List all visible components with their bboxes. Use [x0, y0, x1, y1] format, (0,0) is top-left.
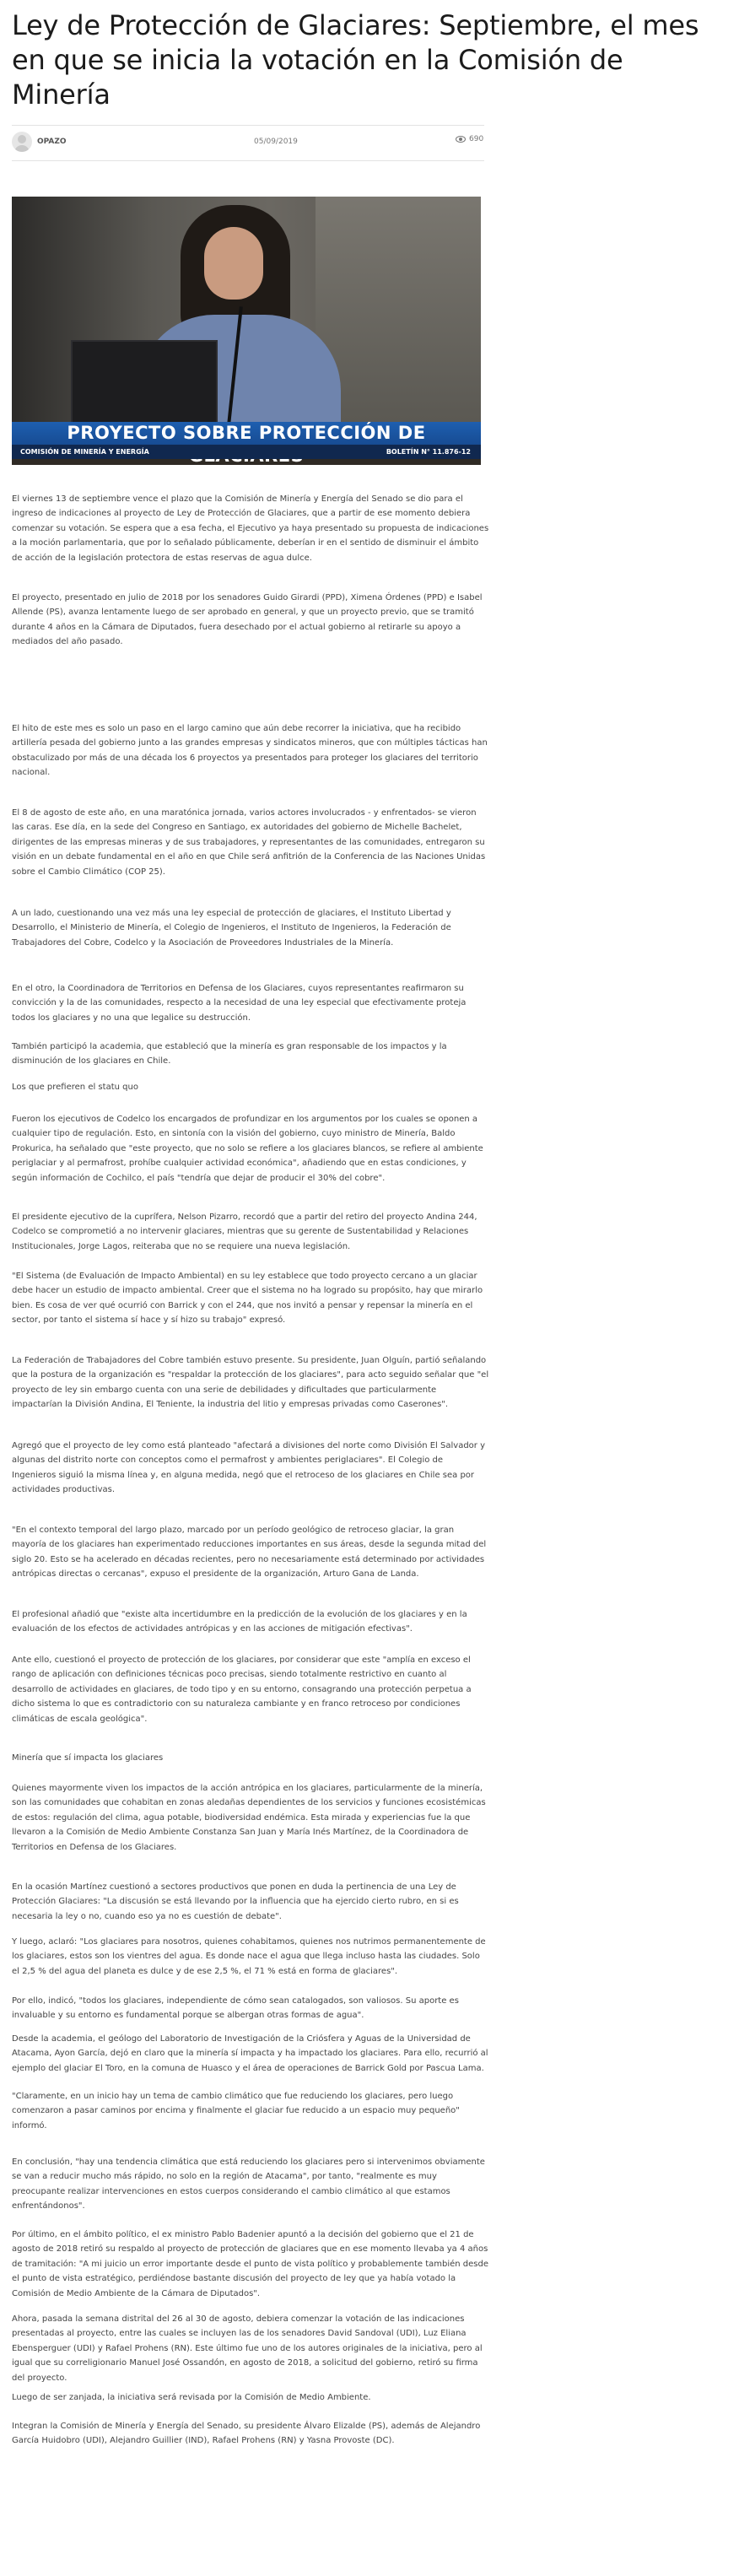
paragraph: Quienes mayormente viven los impactos de la acción antrópica en los glaciares, particularmente de la minería, son las comunidades que cohabitan en zonas aledañas dependientes de los servicios y funciones ecosistémicas de estos: regulación del clima, agua potable, biodiversidad endémica. Esta mirada y experiencias fue la que llevaron a la Comisión de Medio Ambiente Constanza San Juan y María Inés Martínez, de la Coordinadora de Territorios en Defensa de los Glaciares. [12, 1784, 486, 1852]
laptop-graphic [71, 340, 218, 435]
paragraph: "El Sistema (de Evaluación de Impacto Ambiental) en su ley establece que todo proyecto cercano a un glaciar debe hacer un estudio de impacto ambiental. Creer que el sistema no ha logrado su propósito, hay que mirarlo bien. Es cosa de ver qué ocurrió con Barrick y con el 244, que nos invitó a pensar y repensar la minería en el sector, por tanto el sistema sí hace y sí hizo su trabajo" expresó. [12, 1272, 483, 1326]
photo-banner-subtitle [12, 445, 481, 459]
paragraph: El presidente ejecutivo de la cuprífera, Nelson Pizarro, recordó que a partir del retiro del proyecto Andina 244, Codelco se comprometió a no intervenir glaciares, mientras que su gerente de Sustentabilidad y Relaciones Institucionales, Jorge Lagos, reiteraba que no se requiere una nueva legislación. [12, 1212, 477, 1251]
publish-date: 05/09/2019 [254, 138, 298, 146]
avatar[interactable] [12, 132, 32, 152]
paragraph: También participó la academia, que estableció que la minería es gran responsable de los impactos y la disminución de los glaciares en Chile. [12, 1042, 447, 1067]
photo-banner-title: PROYECTO SOBRE PROTECCIÓN DE [12, 422, 481, 445]
paragraph: Agregó que el proyecto de ley como está planteado "afectará a divisiones del norte como División El Salvador y algunas del distrito norte con conceptos como el permafrost y ambientes periglaciares". El Colegio de Ingenieros siguió la misma línea y, en alguna medida, negó que el retroceso de los glaciares en Chile sea por actividades productivas. [12, 1441, 485, 1495]
banner-left-text: COMISIÓN DE MINERÍA Y ENERGÍA [20, 448, 149, 456]
author-name[interactable]: OPAZO [37, 138, 67, 146]
paragraph: "En el contexto temporal del largo plazo, marcado por un período geológico de retroceso glaciar, la gran mayoría de los glaciares han experimentado reducciones importantes en sus áreas, desde la segunda mitad del siglo 20. Esto se ha acelerado en décadas recientes, pero no necesariamente está determinado por actividades antrópicas directas o cercanas", expuso el presidente de la organización, Arturo Gana de Landa. [12, 1526, 487, 1580]
paragraph: La Federación de Trabajadores del Cobre también estuvo presente. Su presidente, Juan Olguín, partió señalando que la postura de la organización es "respaldar la protección de los glaciares", para acto seguido señalar que "el proyecto de ley sin embargo cuenta con una serie de debilidades y dificultades que particularmente impactarían la División Andina, El Teniente, la industria del litio y empresas privadas como Caserones". [12, 1356, 489, 1410]
view-count [456, 135, 486, 152]
paragraph: "Claramente, en un inicio hay un tema de cambio climático que fue reduciendo los glaciares, pero luego comenzaron a pasar caminos por encima y finalmente el glaciar fue reducido a un espacio muy pequeño" informó. [12, 2092, 460, 2130]
paragraph: Y luego, aclaró: "Los glaciares para nosotros, quienes cohabitamos, quienes nos nutrimos permanentemente de los glaciares, estos son los vientres del agua. Es donde nace el agua que llega incluso hasta las ciudades. Solo el 2,5 % del agua del planeta es dulce y de ese 2,5 %, el 71 % está en forma de glaciares". [12, 1937, 486, 1976]
paragraph: Ante ello, cuestionó el proyecto de protección de los glaciares, por considerar que este "amplía en exceso el rango de aplicación con definiciones técnicas poco precisas, siendo totalmente restrictivo en cuanto al desarrollo de actividades en glaciares, de todo tipo y en su entorno, consagrando una protección perpetua a dicho sistema lo que es contradictorio con su naturaleza cambiante y en franco retroceso por condiciones climáticas de escala geológica". [12, 1655, 472, 1724]
paragraph: El viernes 13 de septiembre vence el plazo que la Comisión de Minería y Energía del Senado se dio para el ingreso de indicaciones al proyecto de Ley de Protección de Glaciares, que a partir de ese momento debiera comenzar su votación. Se espera que a esa fecha, el Ejecutivo ya haya presentado su propuesta de indicaciones a la moción parlamentaria, que por lo señalado públicamente, deberían ir en el sentido de disminuir el ámbito de acción de la legislación protectora de estas reservas de agua dulce. [12, 494, 489, 563]
paragraph: En la ocasión Martínez cuestionó a sectores productivos que ponen en duda la pertinencia de una Ley de Protección Glaciares: "La discusión se está llevando por la influencia que ha ejercido cierto rubro, en si es necesaria la ley o no, cuando eso ya no es cuestión de debate". [12, 1882, 459, 1921]
paragraph: Desde la academia, el geólogo del Laboratorio de Investigación de la Criósfera y Aguas de la Universidad de Atacama, Ayon García, dejó en claro que la minería sí impacta y ha impactado los glaciares. Para ello, recurrió al ejemplo del glaciar El Toro, en la comuna de Huasco y el área de operaciones de Barrick Gold por Pascua Lama. [12, 2034, 488, 2073]
paragraph: El hito de este mes es solo un paso en el largo camino que aún debe recorrer la iniciativa, que ha recibido artillería pesada del gobierno junto a las grandes empresas y sindicatos mineros, que con múltiples tácticas han obstaculizado por más de una década los 6 proyectos ya presentados para proteger los glaciares del territorio nacional. [12, 724, 488, 778]
divider [12, 160, 484, 161]
paragraph: Luego de ser zanjada, la iniciativa será revisada por la Comisión de Medio Ambiente. [12, 2393, 371, 2402]
paragraph: Por ello, indicó, "todos los glaciares, independiente de cómo sean catalogados, son valiosos. Su aporte es invaluable y su entorno es fundamental porque se albergan otras formas de agua". [12, 1996, 459, 2021]
section-heading: Minería que sí impacta los glaciares [12, 1753, 164, 1763]
divider [12, 125, 484, 126]
paragraph: El proyecto, presentado en julio de 2018 por los senadores Guido Girardi (PPD), Ximena Órdenes (PPD) e Isabel Allende (PS), avanza lentamente luego de ser aprobado en general, y que un proyecto previo, que se tramitó durante 4 años en la Cámara de Diputados, fuera desechado por el actual gobierno al retirarle su apoyo a mediados del año pasado. [12, 593, 483, 647]
paragraph: Ahora, pasada la semana distrital del 26 al 30 de agosto, debiera comenzar la votación de las indicaciones presentadas al proyecto, entre las cuales se incluyen las de los senadores David Sandoval (UDI), Luz Eliana Ebensperguer (UDI) y Rafael Prohens (RN). Este último fue uno de los autores originales de la iniciativa, pero al igual que su correligionario Manuel José Ossandón, en agosto de 2018, a solicitud del gobierno, retiró su firma del proyecto. [12, 2314, 483, 2383]
paragraph: En conclusión, "hay una tendencia climática que está reduciendo los glaciares pero si intervenimos obviamente se van a reducir mucho más rápido, no solo en la región de Atacama", por tanto, "realmente es muy preocupante realizar intervenciones en estos cuerpos considerando el cambio climático al que estamos enfrentándonos". [12, 2157, 485, 2211]
paragraph: Integran la Comisión de Minería y Energía del Senado, su presidente Álvaro Elizalde (PS), además de Alejandro García Huidobro (UDI), Alejandro Guillier (IND), Rafael Prohens (RN) y Yasna Provoste (DC). [12, 2422, 481, 2446]
article-photo [12, 197, 481, 465]
paragraph: En el otro, la Coordinadora de Territorios en Defensa de los Glaciares, cuyos representantes reafirmaron su convicción y la de las comunidades, respecto a la necesidad de una ley especial que efectivamente proteja todos los glaciares y no una que legalice su destrucción. [12, 984, 467, 1023]
banner-right-text: BOLETÍN N° 11.876-12 [386, 448, 471, 456]
eye-icon [456, 136, 466, 143]
article-meta [12, 132, 484, 154]
section-heading: Los que prefieren el statu quo [12, 1083, 138, 1092]
view-count-value: 690 [469, 135, 484, 143]
paragraph: El 8 de agosto de este año, en una maratónica jornada, varios actores involucrados - y enfrentados- se vieron las caras. Ese día, en la sede del Congreso en Santiago, ex autoridades del gobierno de Michelle Bachelet, dirigentes de las empresas mineras y de sus trabajadores, y representantes de las comunidades, entregaron su visión en un debate fundamental en el año en que Chile será anfitrión de la Conferencia de las Naciones Unidas sobre el Cambio Climático (COP 25). [12, 808, 486, 877]
paragraph: El profesional añadió que "existe alta incertidumbre en la predicción de la evolución de los glaciares y en la evaluación de los efectos de actividades antrópicas y en las acciones de mitigación efectivas". [12, 1610, 467, 1634]
article-title: Ley de Protección de Glaciares: Septiembre, el mes en que se inicia la votación en la Comisión de Minería [12, 9, 699, 111]
paragraph: Por último, en el ámbito político, el ex ministro Pablo Badenier apuntó a la decisión del gobierno que el 21 de agosto de 2018 retiró su respaldo al proyecto de protección de glaciares que en ese momento llevaba ya 4 años de tramitación: "A mi juicio un error importante desde el punto de vista político y probablemente también desde el punto de vista estratégico, perdiéndose bastante discusión del proyecto de ley que ya había votado la Comisión de Medio Ambiente de la Cámara de Diputados". [12, 2230, 489, 2298]
paragraph: A un lado, cuestionando una vez más una ley especial de protección de glaciares, el Instituto Libertad y Desarrollo, el Ministerio de Minería, el Colegio de Ingenieros, el Instituto de Ingenieros, la Federación de Trabajadores del Cobre, Codelco y la Asociación de Proveedores Industriales de la Minería. [12, 909, 451, 948]
paragraph: Fueron los ejecutivos de Codelco los encargados de profundizar en los argumentos por los cuales se oponen a cualquier tipo de regulación. Esto, en sintonía con la visión del gobierno, cuyo ministro de Minería, Baldo Prokurica, ha señalado que "este proyecto, que no solo se refiere a los glaciares blancos, se refiere al ambiente periglaciar y al permafrost, prohíbe cualquier actividad económica", añadiendo que en estas condiciones, y según información de Cochilco, el país "tendría que dejar de producir el 30% del cobre". [12, 1115, 483, 1183]
